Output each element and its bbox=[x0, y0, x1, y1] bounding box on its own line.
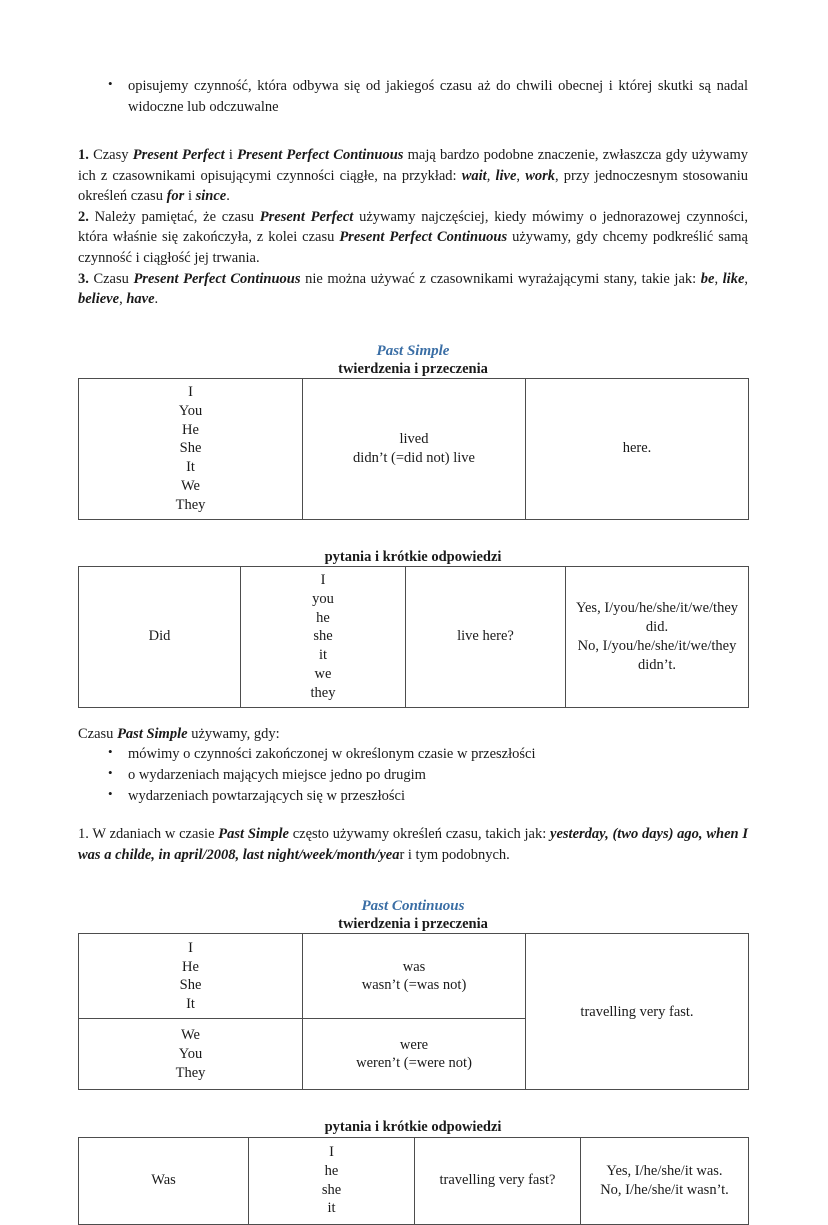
subject-line: They bbox=[175, 496, 206, 513]
subject-line: she bbox=[313, 628, 333, 645]
list-item: • opisujemy czynność, która odbywa się od jakiegoś czasu aż do chwili obecnej i której skutki są nadal widoczne lub odczuwalne bbox=[78, 76, 748, 117]
list-item: • wydarzeniach powtarzających się w przeszłości bbox=[78, 786, 748, 807]
verb-line: were bbox=[399, 1036, 429, 1053]
subject-line: I bbox=[188, 383, 193, 400]
past-continuous-statements-table bbox=[78, 933, 749, 1090]
top-spacer-3 bbox=[78, 48, 748, 76]
note-1-term-3: wait bbox=[461, 167, 487, 184]
past-simple-time-expressions bbox=[78, 824, 748, 865]
subject-line: It bbox=[186, 996, 195, 1013]
past-simple-statements-table bbox=[78, 378, 749, 520]
complement-line: here. bbox=[622, 440, 652, 457]
rest-line: travelling very fast? bbox=[439, 1172, 556, 1189]
rest-of-question-cell bbox=[415, 1137, 581, 1224]
note-1-term-1: Present Perfect bbox=[132, 147, 225, 164]
verb-cell-was bbox=[303, 934, 526, 1019]
verb-line: weren’t (=were not) bbox=[356, 1055, 472, 1072]
subject-line: he bbox=[316, 609, 330, 626]
spacer-between-tables bbox=[78, 520, 748, 540]
subject-line: You bbox=[178, 402, 203, 419]
note-1-term-7: since bbox=[195, 188, 227, 205]
time-expr-text-1: 1. W zdaniach w czasie bbox=[78, 826, 219, 843]
short-answer-line: didn’t. bbox=[638, 656, 676, 673]
past-simple-statements-caption: twierdzenia i przeczenia bbox=[338, 360, 488, 377]
note-1-text-4: , bbox=[486, 167, 496, 184]
usage-lead-text-2: używamy, gdy: bbox=[187, 725, 280, 742]
past-continuous-title: Past Continuous bbox=[361, 898, 465, 915]
note-1-term-5: work bbox=[525, 167, 556, 184]
spacer-before-past-continuous bbox=[78, 865, 748, 889]
spacer-between-pc-tables-2 bbox=[78, 1110, 748, 1118]
subjects-cell-plural bbox=[79, 1019, 303, 1090]
document-page bbox=[78, 0, 748, 1225]
verb-cell-were bbox=[303, 1019, 526, 1090]
note-3-text-6: . bbox=[154, 291, 159, 308]
note-3-number: 3. bbox=[78, 270, 89, 287]
short-answers-cell bbox=[581, 1137, 749, 1224]
subject-line: We bbox=[181, 1027, 200, 1044]
note-1-text-6: , przy jednoczesnym stosowaniu określeń czasu bbox=[78, 167, 749, 205]
auxiliary-cell bbox=[79, 1137, 249, 1224]
table-row bbox=[79, 378, 749, 519]
past-simple-title: Past Simple bbox=[376, 342, 450, 359]
past-simple-questions-caption: pytania i krótkie odpowiedzi bbox=[324, 548, 502, 565]
subjects-cell bbox=[79, 378, 303, 519]
complement-cell bbox=[526, 378, 749, 519]
note-3-term-5: have bbox=[126, 291, 155, 308]
note-3-text-2: nie można używać z czasownikami wyrażającymi stany, takie jak: bbox=[300, 270, 701, 287]
spacer-before-past-simple bbox=[78, 310, 748, 334]
table-row bbox=[79, 1137, 749, 1224]
note-3-text-3: , bbox=[714, 270, 723, 287]
subject-line: He bbox=[182, 958, 199, 975]
rest-of-question-cell bbox=[406, 566, 566, 707]
subject-line: They bbox=[175, 1064, 206, 1081]
subjects-cell-singular bbox=[79, 934, 303, 1019]
spacer-after-intro-2 bbox=[78, 137, 748, 145]
time-expr-text-2: często używamy określeń czasu, takich jak: bbox=[288, 826, 551, 843]
note-1-text-1: Czasy bbox=[88, 147, 133, 164]
subject-line: they bbox=[310, 685, 336, 701]
note-paragraph-1 bbox=[78, 145, 748, 207]
subject-line: She bbox=[179, 440, 202, 457]
auxiliary-cell bbox=[79, 566, 241, 707]
spacer-between-pc-tables bbox=[78, 1090, 748, 1110]
note-1-text-7: i bbox=[184, 188, 196, 205]
subject-line: we bbox=[314, 666, 332, 683]
note-3-term-1: Present Perfect Continuous bbox=[133, 270, 301, 287]
subject-line: he bbox=[324, 1162, 339, 1179]
table-row bbox=[79, 566, 749, 707]
spacer-after-intro bbox=[78, 117, 748, 137]
note-3-term-2: be bbox=[700, 270, 715, 287]
note-1-number: 1. bbox=[78, 147, 89, 164]
subject-line: I bbox=[329, 1143, 334, 1160]
past-simple-usage-list bbox=[78, 744, 748, 806]
past-simple-questions-table bbox=[78, 566, 749, 708]
time-expr-examples: yesterday, (two days) ago, when I was a childe, in april/2008, last night/week/month/yea bbox=[78, 826, 748, 863]
time-expr-term-tense: Past Simple bbox=[218, 826, 289, 843]
note-paragraph-2 bbox=[78, 207, 748, 269]
subject-line: It bbox=[186, 459, 195, 476]
note-2-text-3: używamy, gdy chcemy podkreślić samą czynność i ciągłość jej trwania. bbox=[78, 229, 748, 267]
note-paragraph-3 bbox=[78, 269, 748, 310]
verb-line: didn’t (=did not) live bbox=[353, 449, 475, 466]
subject-line: it bbox=[318, 647, 328, 664]
short-answer-line: Yes, I/you/he/she/it/we/they bbox=[575, 600, 739, 617]
note-3-term-4: believe bbox=[78, 291, 120, 308]
note-1-text-5: , bbox=[516, 167, 526, 184]
list-item: • mówimy o czynności zakończonej w określonym czasie w przeszłości bbox=[78, 744, 748, 765]
spacer-before-past-simple-2 bbox=[78, 334, 748, 342]
short-answer-line: No, I/he/she/it wasn’t. bbox=[600, 1181, 729, 1198]
table-row bbox=[79, 934, 749, 1019]
note-1-term-4: live bbox=[495, 167, 517, 184]
subject-line: you bbox=[312, 590, 334, 607]
note-1-term-2: Present Perfect Continuous bbox=[237, 147, 404, 164]
usage-lead-term: Past Simple bbox=[117, 725, 188, 742]
subject-line: she bbox=[321, 1181, 342, 1198]
spacer-after-questions-table bbox=[78, 708, 748, 724]
subject-line: You bbox=[178, 1046, 203, 1063]
note-1-term-6: for bbox=[166, 188, 185, 205]
short-answer-line: did. bbox=[645, 619, 669, 636]
subject-line: We bbox=[181, 478, 200, 495]
short-answers-cell bbox=[566, 566, 749, 707]
time-expr-text-3: r i tym podobnych. bbox=[399, 846, 510, 863]
subject-line: it bbox=[327, 1200, 336, 1217]
usage-lead-text-1: Czasu bbox=[78, 725, 118, 742]
note-1-text-2: i bbox=[224, 147, 238, 164]
list-item: • o wydarzeniach mających miejsce jedno po drugim bbox=[78, 765, 748, 786]
spacer-before-past-continuous-2 bbox=[78, 889, 748, 897]
subject-line: I bbox=[320, 571, 326, 588]
top-spacer bbox=[78, 0, 748, 24]
note-2-text-1: Należy pamiętać, że czasu bbox=[88, 208, 260, 225]
complement-cell bbox=[526, 934, 749, 1090]
note-2-number: 2. bbox=[78, 208, 89, 225]
auxiliary-line: Did bbox=[148, 628, 171, 645]
intro-bullet-list bbox=[78, 76, 748, 117]
spacer-between-tables-2 bbox=[78, 540, 748, 548]
past-simple-usage-lead bbox=[78, 724, 748, 745]
verb-line: lived bbox=[399, 431, 429, 448]
note-3-text-1: Czasu bbox=[88, 270, 134, 287]
rest-line: live here? bbox=[457, 628, 514, 645]
verb-cell bbox=[303, 378, 526, 519]
complement-line: travelling very fast. bbox=[580, 1003, 694, 1020]
subject-line: She bbox=[179, 977, 202, 994]
subject-line: I bbox=[188, 939, 193, 956]
note-1-text-8: . bbox=[226, 188, 230, 205]
note-2-text-2: używamy najczęściej, kiedy mówimy o jednorazowej czynności, która właśnie się zakończyła, z kolei czasu bbox=[78, 208, 748, 246]
note-3-text-4: , bbox=[744, 270, 749, 287]
past-continuous-questions-caption: pytania i krótkie odpowiedzi bbox=[324, 1119, 502, 1136]
spacer-before-time-expressions bbox=[78, 806, 748, 824]
past-continuous-questions-table bbox=[78, 1137, 749, 1225]
auxiliary-line: Was bbox=[151, 1172, 176, 1189]
note-1-text-3: mają bardzo podobne znaczenie, zwłaszcza gdy używamy ich z czasownikami opisującymi czynności ciągłe, na przykład: bbox=[78, 147, 748, 184]
subjects-cell bbox=[241, 566, 406, 707]
subjects-cell bbox=[249, 1137, 415, 1224]
short-answer-line: Yes, I/he/she/it was. bbox=[606, 1162, 723, 1179]
verb-line: was bbox=[402, 958, 426, 975]
note-3-term-3: like bbox=[722, 270, 745, 287]
note-3-text-5: , bbox=[119, 291, 127, 308]
subject-line: He bbox=[182, 421, 199, 438]
note-2-term-1: Present Perfect bbox=[259, 208, 354, 225]
top-spacer-2 bbox=[78, 24, 748, 48]
past-continuous-statements-caption: twierdzenia i przeczenia bbox=[338, 916, 488, 933]
verb-line: wasn’t (=was not) bbox=[361, 977, 467, 994]
note-2-term-2: Present Perfect Continuous bbox=[339, 229, 508, 246]
short-answer-line: No, I/you/he/she/it/we/they bbox=[577, 637, 737, 654]
